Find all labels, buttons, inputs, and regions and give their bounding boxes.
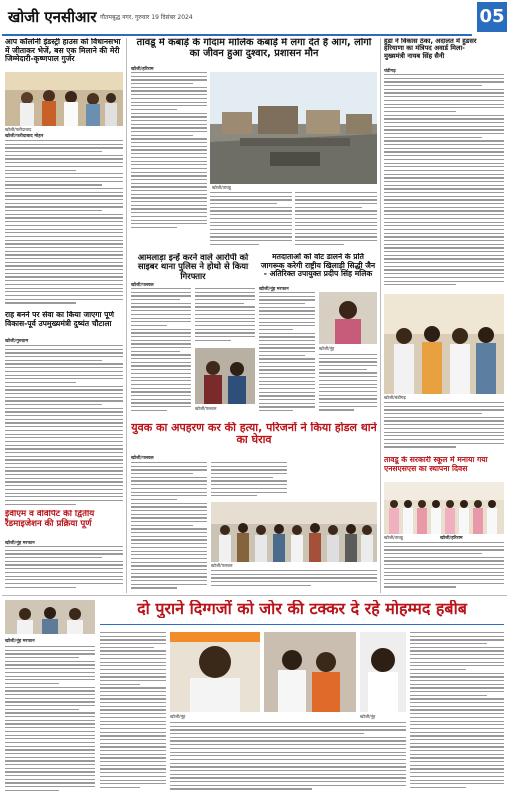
story-4-body-col2 <box>195 288 255 346</box>
story-8-body <box>384 542 504 592</box>
story-7-body-col3 <box>211 570 377 592</box>
story-10-headline: दो पुराने दिग्गजों को जोर की टक्कर दे रहे मोहम्मद हबीब <box>137 600 467 618</box>
story-8-photo <box>384 482 504 534</box>
story-10-photo-1 <box>170 632 260 712</box>
masthead <box>2 2 507 34</box>
headline-underline <box>100 624 504 625</box>
story-2-body-col2 <box>210 192 292 250</box>
story-7-headline: युवक का अपहरण कर की हत्या, परिजनों ने किया होडल थाने का घेराव <box>131 422 377 447</box>
photo-caption: खोजी/नूंह <box>170 715 186 720</box>
story-8-byline: खोजी/हरिराम <box>440 536 463 541</box>
photo-caption: खोजी/तावडू <box>384 536 404 541</box>
photo-caption: खोजी/पलवल <box>211 564 233 569</box>
story-7-body-col2 <box>211 462 287 500</box>
page-number: 05 <box>477 2 507 32</box>
story-5-body-col1 <box>259 292 315 416</box>
story-2-photo <box>210 72 377 184</box>
story-6-byline: खोजी/गुरुग्राम <box>5 339 29 344</box>
story-5-body-col2 <box>319 354 377 416</box>
story-5-byline: खोजी/नूंह मरफान <box>259 287 289 292</box>
story-2-headline: तावडू में कबाड़े के गोदाम मालिक कबाड़े में लगा देते हैं आग, लोगों का जीवन हुआ दुश्वार, प्रशासन मौन <box>136 38 372 59</box>
story-10-photo-2 <box>264 632 356 712</box>
column-divider <box>380 38 381 593</box>
story-1-byline: खोजी/फरीदाबाद मोहन <box>5 134 44 139</box>
story-2-body-col1 <box>131 72 207 232</box>
story-1-body <box>5 140 123 308</box>
story-5-photo <box>319 292 377 344</box>
story-6-body <box>5 345 123 507</box>
photo-caption: खोजी/पलवल <box>195 407 217 412</box>
photo-caption: खोजी/तावडू <box>212 186 232 191</box>
photo-caption: खोजी/फरीदाबाद <box>5 128 32 133</box>
photo-caption: खोजी/नूंह <box>360 715 376 720</box>
story-2-body-col3 <box>295 192 377 250</box>
dateline: गौतमबुद्ध नगर, गुरुवार 19 दिसंबर 2024 <box>100 14 193 21</box>
story-3-headline: हुडा ने विकास ठेका, अदालत में हुडसर हरियाणा का मंत्रिपद अवार्ड मिला-मुख्यमंत्री नायब सिंह सैनी <box>384 38 477 60</box>
story-9-headline: ईवीएम व वीवीपैट की द्वितीय रैंडमाइजेशन की प्रक्रिया पूर्ण <box>5 510 95 529</box>
story-4-photo <box>195 348 255 404</box>
story-10-body-col1 <box>5 646 95 796</box>
story-7-photo <box>211 502 377 562</box>
story-10-body-col4 <box>410 632 504 796</box>
story-1-photo <box>5 72 123 126</box>
column-divider <box>126 38 127 593</box>
story-4-byline: खोजी/पलवल <box>131 283 154 288</box>
story-7-body-col1 <box>131 462 207 592</box>
masthead-rule <box>2 34 472 36</box>
story-3-body <box>384 74 504 292</box>
story-9-body <box>5 546 123 592</box>
paper-name: खोजी एनसीआर <box>8 8 97 26</box>
story-10-body-col3 <box>170 722 406 796</box>
story-6-headline: राह बनने पर सेवा का किया जाएगा पूर्ण विकास-पूर्व उपमुख्यमंत्री दुष्यंत चौटाला <box>5 311 114 328</box>
story-4-headline: आमलाड़ा इन्हें करने वाले आरोपी को साइबर थाना पुलिस ने होथो से किया गिरफ्तार <box>137 253 249 281</box>
story-3-byline: चंडीगढ़ <box>384 69 396 74</box>
story-8-headline: तावडू के सरकारी स्कूल में मनाया गया एनसएसएस का स्थापना दिवस <box>384 456 488 473</box>
story-7-byline: खोजी/पलवल <box>131 456 154 461</box>
story-9-byline: खोजी/नूंह मरफान <box>5 541 35 546</box>
photo-caption: खोजी/चंडीगढ़ <box>384 396 406 401</box>
story-10-byline: खोजी/नूंह मरफान <box>5 639 35 644</box>
photo-caption: खोजी/नूंह <box>319 347 335 352</box>
story-2-byline: खोजी/हरिराम <box>131 67 154 72</box>
story-5-headline: मतदाताओं को वोट डालने के प्रति जागरूक करेगी राष्ट्रीय खिलाड़ी सिद्धी जैन - अतिरिक्त उपायुक्त प्रदीप सिंह मलिक <box>260 253 376 278</box>
story-3-photo <box>384 294 504 394</box>
story-3-body-2 <box>384 402 504 454</box>
section-divider <box>2 595 507 596</box>
story-10-side-photo <box>5 600 95 634</box>
story-10-body-col2 <box>100 632 166 796</box>
story-10-photo-3 <box>360 632 406 712</box>
story-1-headline: आप कॉलोनी इंडस्ट्री हाउस को विधानसभा में जीताकर भेजें, बस एक मिलाने की मेरी जिम्मेदारी-कृष्णपाल गुर्जर <box>5 38 121 63</box>
story-4-body-col1 <box>131 288 191 416</box>
